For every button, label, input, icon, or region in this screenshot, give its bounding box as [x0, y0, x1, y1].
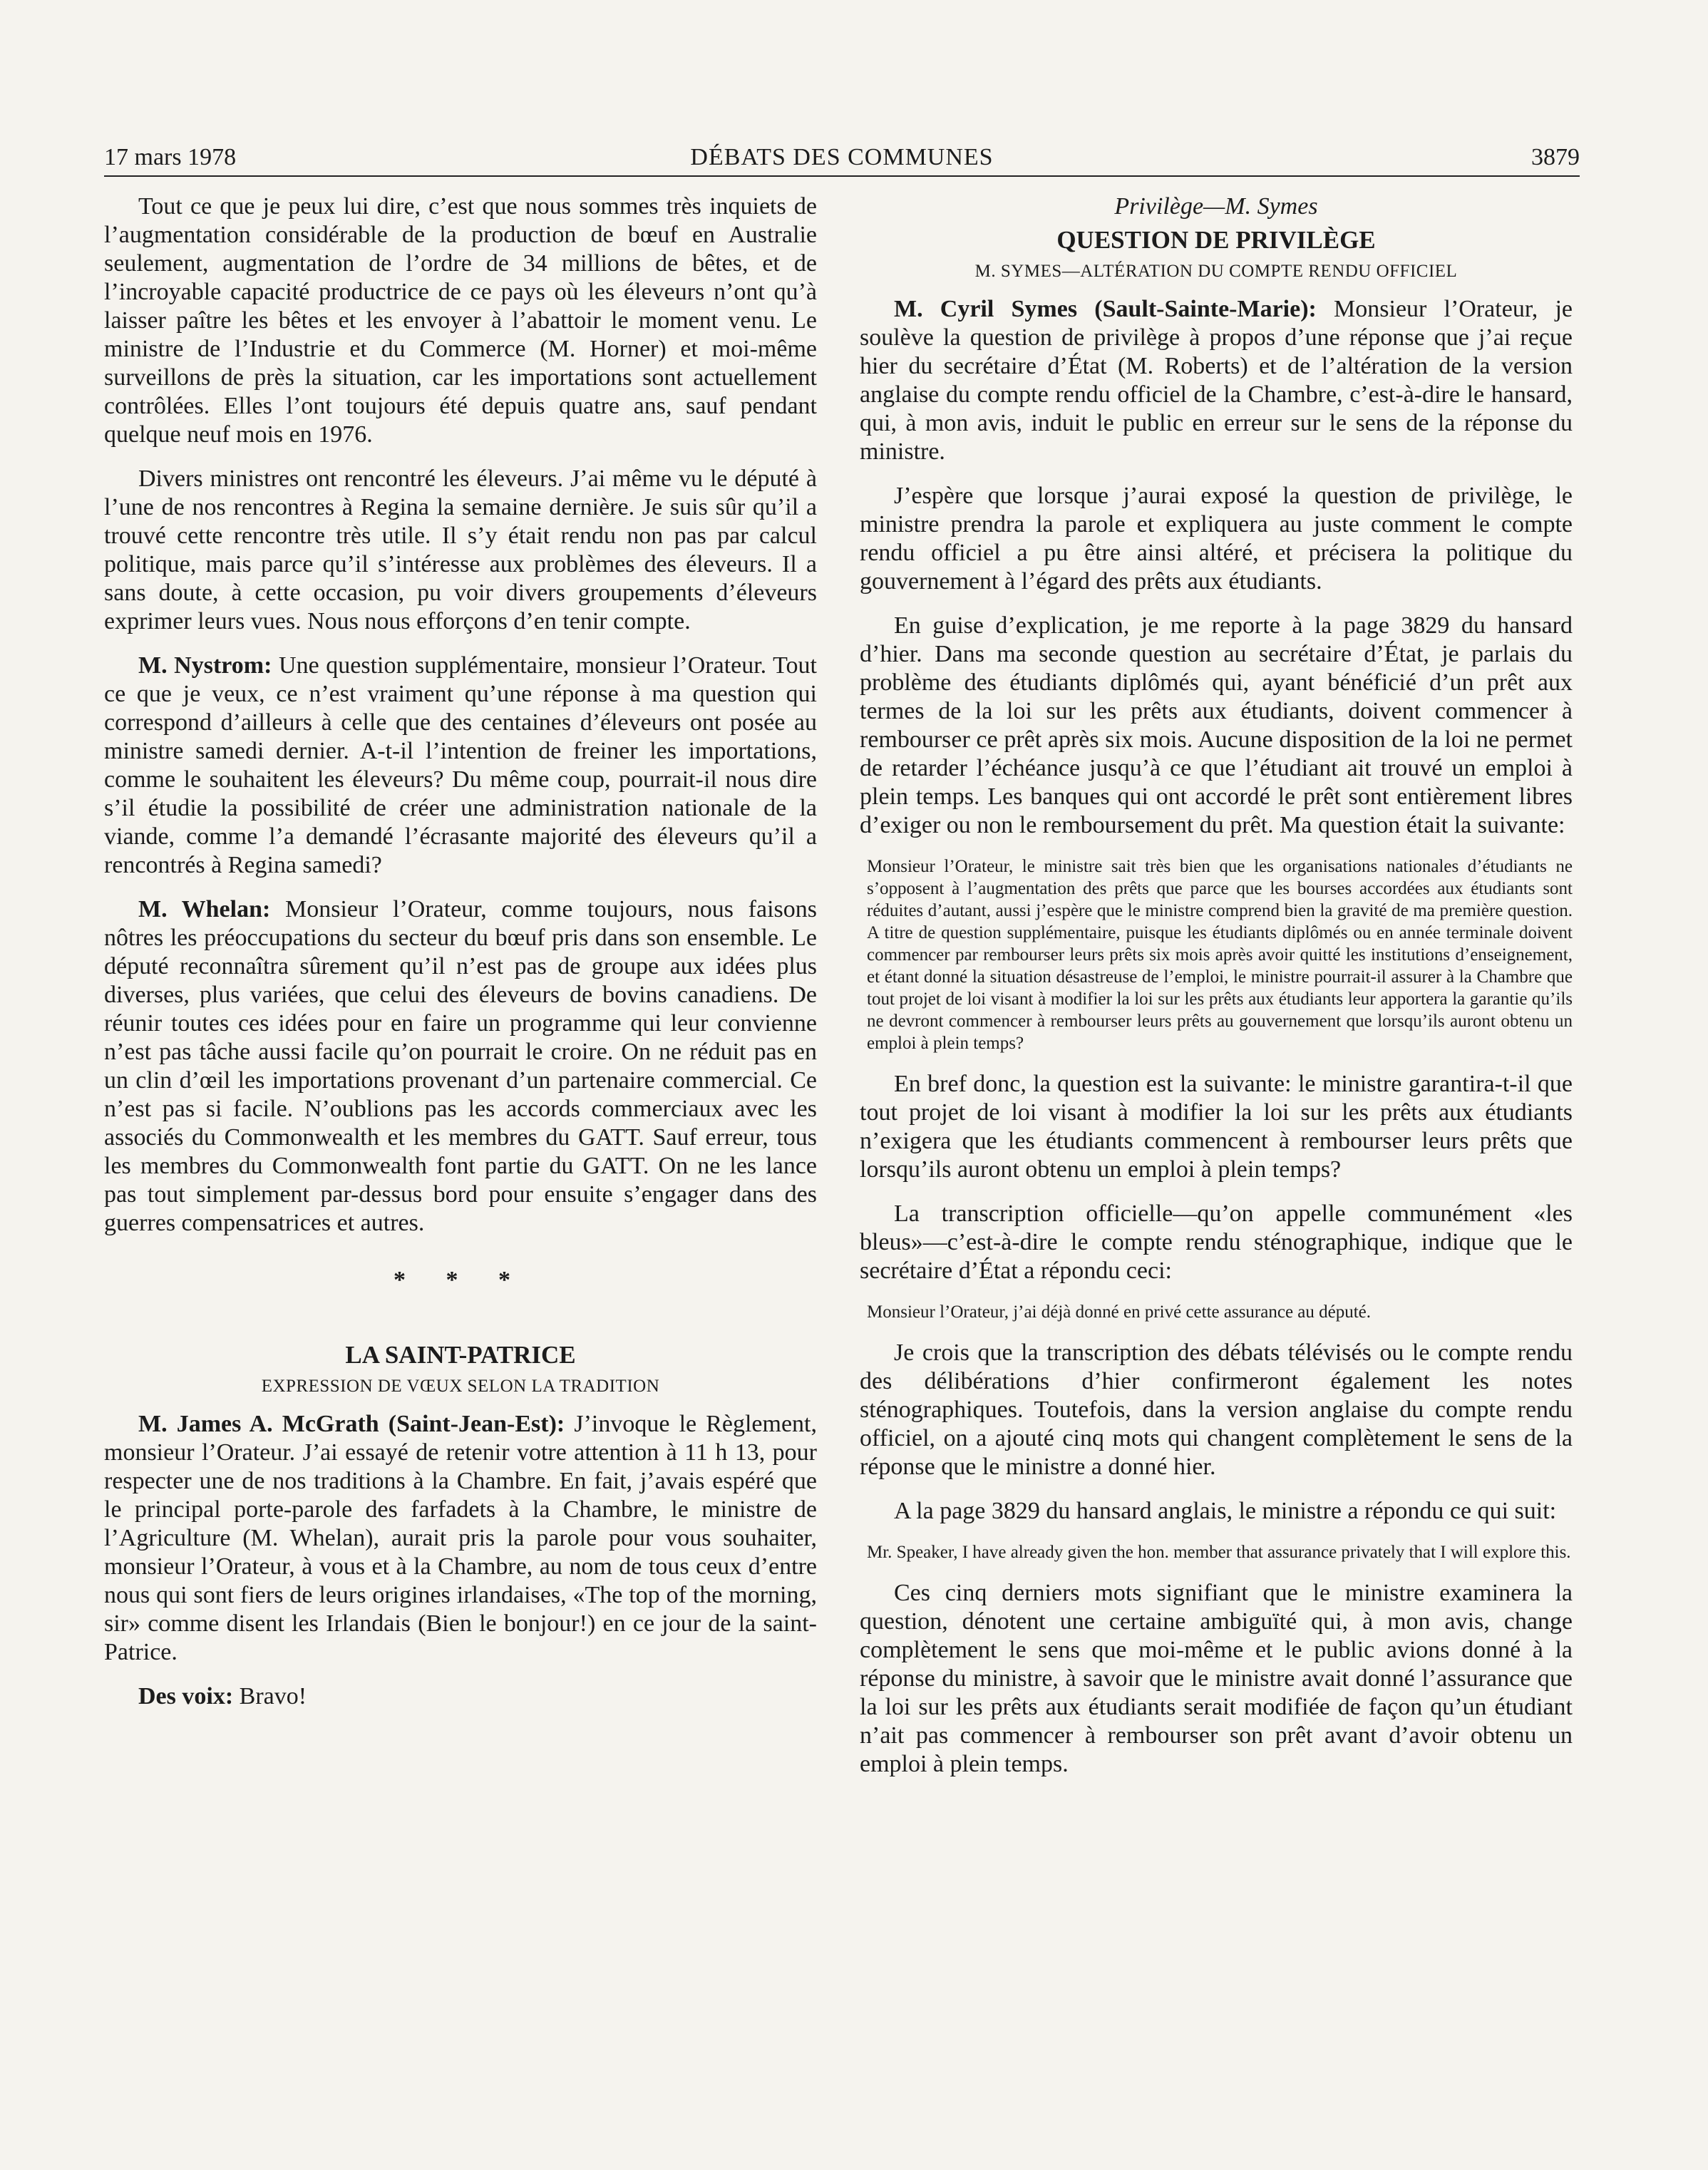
section-title: QUESTION DE PRIVILÈGE [1056, 226, 1376, 254]
paragraph: La transcription officielle—qu’on appelle communément «les bleus»—c’est-à-dire le compte rendu sténographique, indique que le secrétaire d’État a répondu ceci: [860, 1200, 1573, 1284]
right-column [860, 192, 1573, 1794]
paragraph: En guise d’explication, je me reporte à la page 3829 du hansard d’hier. Dans ma seconde question au secrétaire d’État, je parlais du problème des étudiants diplômés qui, ayant bénéficié d’un prêt aux termes de la loi sur les prêts aux étudiants, doivent commencer à rembourser ce prêt après six mois. Aucune disposition de la loi ne permet de retarder l’échéance jusqu’à ce que l’étudiant ait trouvé un emploi à plein temps. Les banques qui ont accordé le prêt sont entièrement libres d’exiger ou non le remboursement du prêt. Ma question était la suivante: [860, 612, 1573, 838]
paragraph: J’espère que lorsque j’aurai exposé la question de privilège, le ministre prendra la parole et expliquera au juste comment le compte rendu officiel a pu être ainsi altéré, et précisera la politique du gouvernement à l’égard des prêts aux étudiants. [860, 483, 1573, 595]
speech-text: Monsieur l’Orateur, je soulève la question de privilège à propos d’une réponse que j’ai reçue hier du secrétaire d’État (M. Roberts) et de l’altération de la version anglaise du compte rendu officiel de la Chambre, c’est-à-dire le hansard, qui, à mon avis, induit le public en erreur sur le sens de la réponse du ministre. [860, 296, 1573, 465]
left-column [104, 192, 817, 1727]
paragraph [104, 1410, 817, 1667]
paragraph: Je crois que la transcription des débats télévisés ou le compte rendu des délibérations d’hier confirmeront également les notes sténographiques. Toutefois, dans la version anglaise du compte rendu officiel, on a ajouté cinq mots qui changent complètement le sens de la réponse que le ministre a donné hier. [860, 1339, 1573, 1480]
page-header [104, 140, 1580, 177]
block-quote: Mr. Speaker, I have already given the hon. member that assurance privately that I will explore this. [867, 1543, 1571, 1562]
paragraph [860, 295, 1573, 466]
section-separator: * * * [393, 1267, 528, 1293]
speaker-name: M. Nystrom: [138, 652, 272, 679]
paragraph [104, 652, 817, 880]
paragraph: En bref donc, la question est la suivante: le ministre garantira-t-il que tout projet de loi visant à modifier la loi sur les prêts aux étudiants n’exigera que les étudiants commencent à rembourser leurs prêts que lorsqu’ils auront obtenu un emploi à plein temps? [860, 1071, 1573, 1183]
block-quote: Monsieur l’Orateur, j’ai déjà donné en privé cette assurance au député. [867, 1302, 1372, 1322]
header-page-number: 3879 [1531, 144, 1580, 170]
paragraph: Ces cinq derniers mots signifiant que le ministre examinera la question, dénotent une certaine ambiguïté qui, à mon avis, change complètement le sens que moi-même et le public avions donné à la réponse du ministre, à savoir que le ministre avait donné l’assurance que la loi sur les prêts aux étudiants serait modifiée de façon qu’un étudiant n’ait pas commencer à rembourser son prêt avant d’avoir obtenu un emploi à plein temps. [860, 1580, 1573, 1777]
paragraph [104, 895, 817, 1238]
paragraph: Tout ce que je peux lui dire, c’est que nous sommes très inquiets de l’augmentation considérable de la production de bœuf en Australie seulement, augmentation de l’ordre de 34 millions de bêtes, et de l’incroyable capacité productrice de ce pays où les éleveurs n’ont qu’à laisser paître les bêtes et les envoyer à l’abattoir le moment venu. Le ministre de l’Industrie et du Commerce (M. Horner) et moi-même surveillons de près la situation, car les importations sont actuellement contrôlées. Elles l’ont toujours été depuis quatre ans, sauf pendant quelque neuf mois en 1976. [104, 193, 817, 448]
paragraph: A la page 3829 du hansard anglais, le ministre a répondu ce qui suit: [894, 1498, 1557, 1524]
block-quote: Monsieur l’Orateur, le ministre sait très bien que les organisations nationales d’étudiants ne s’opposent à l’augmentation des prêts que parce que les bourses accordées aux étudiants sont réduites d’autant, aussi j’espère que le ministre comprend bien la gravité de ma première question. A titre de question supplémentaire, puisque les étudiants diplômés ou en année terminale doivent commencer par rembourser leurs prêts six mois après avoir quitté les institutions d’enseignement, et étant donné la situation désastreuse de l’emploi, le ministre pourrait-il assurer à la Chambre que tout projet de loi visant à modifier la loi sur les prêts aux étudiants leur apportera la garantie qu’ils ne devront commencer à rembourser leurs prêts au gouvernement que lorsqu’ils auront obtenu un emploi à plein temps? [867, 857, 1573, 1053]
speech-text: J’invoque le Règlement, monsieur l’Orateur. J’ai essayé de retenir votre attention à 11 h 13, pour respecter une de nos traditions à la Chambre. En fait, j’avais espéré que le principal porte-parole des farfadets à la Chambre, le ministre de l’Agriculture (M. Whelan), aurait pris la parole pour vous souhaiter, monsieur l’Orateur, à vous et à la Chambre, au nom de tous ceux d’entre nous qui sont fiers de leurs origines irlandaises, «The top of the morning, sir» comme disent les Irlandais (Bien le bonjour!) en ce jour de la saint-Patrice. [104, 1411, 818, 1665]
header-date: 17 mars 1978 [104, 144, 237, 170]
speech-text: Bravo! [233, 1683, 307, 1709]
section-kicker: Privilège—M. Symes [1114, 193, 1318, 220]
paragraph: Divers ministres ont rencontré les éleveurs. J’ai même vu le député à l’une de nos rencontres à Regina la semaine dernière. Je suis sûr qu’il a trouvé cette rencontre très utile. Il s’y était rendu non pas par calcul politique, mais parce qu’il s’intéresse aux problèmes des éleveurs. Il a sans doute, à cette occasion, pu voir divers groupements d’éleveurs exprimer leurs vues. Nous nous efforçons d’en tenir compte. [104, 466, 817, 634]
section-subtitle: M. SYMES—ALTÉRATION DU COMPTE RENDU OFFICIEL [974, 262, 1458, 281]
paragraph [104, 1682, 817, 1711]
speaker-name: M. Cyril Symes (Sault-Sainte-Marie): [894, 296, 1317, 322]
section-title: LA SAINT-PATRICE [345, 1341, 576, 1369]
speaker-name: Des voix: [138, 1683, 234, 1709]
speech-text: Une question supplémentaire, monsieur l’Orateur. Tout ce que je veux, ce n’est vraiment qu’une réponse à ma question qui correspond d’ailleurs à celle que des centaines d’éleveurs ont posée au ministre samedi dernier. A-t-il l’intention de freiner les importations, comme le souhaitent les éleveurs? Du même coup, pourrait-il nous dire s’il étudie la possibilité de créer une administration nationale de la viande, comme l’a demandé l’écrasante majorité des éleveurs qu’il a rencontrés à Regina samedi? [104, 652, 818, 878]
header-title: DÉBATS DES COMMUNES [690, 144, 994, 170]
speech-text: Monsieur l’Orateur, comme toujours, nous faisons nôtres les préoccupations du secteur du bœuf pris dans son ensemble. Le député reconnaîtra sûrement qu’il n’est pas de groupe aux idées plus diverses, plus variées, que celui des éleveurs de bovins canadiens. De réunir toutes ces idées pour en faire un programme qui leur convienne n’est pas tâche aussi facile qu’on pourrait le croire. On ne réduit pas en un clin d’œil les importations provenant d’un partenaire commercial. Ce n’est pas si facile. N’oublions pas les accords commerciaux avec les associés du Commonwealth et les membres du GATT. Sauf erreur, tous les membres du Commonwealth font partie du GATT. On ne les lance pas tout simplement par-dessus bord pour ensuite s’engager dans des guerres compensatrices et autres. [104, 896, 817, 1236]
speaker-name: M. James A. McGrath (Saint-Jean-Est): [138, 1411, 565, 1437]
section-subtitle: EXPRESSION DE VŒUX SELON LA TRADITION [261, 1377, 660, 1396]
speaker-name: M. Whelan: [138, 896, 271, 922]
